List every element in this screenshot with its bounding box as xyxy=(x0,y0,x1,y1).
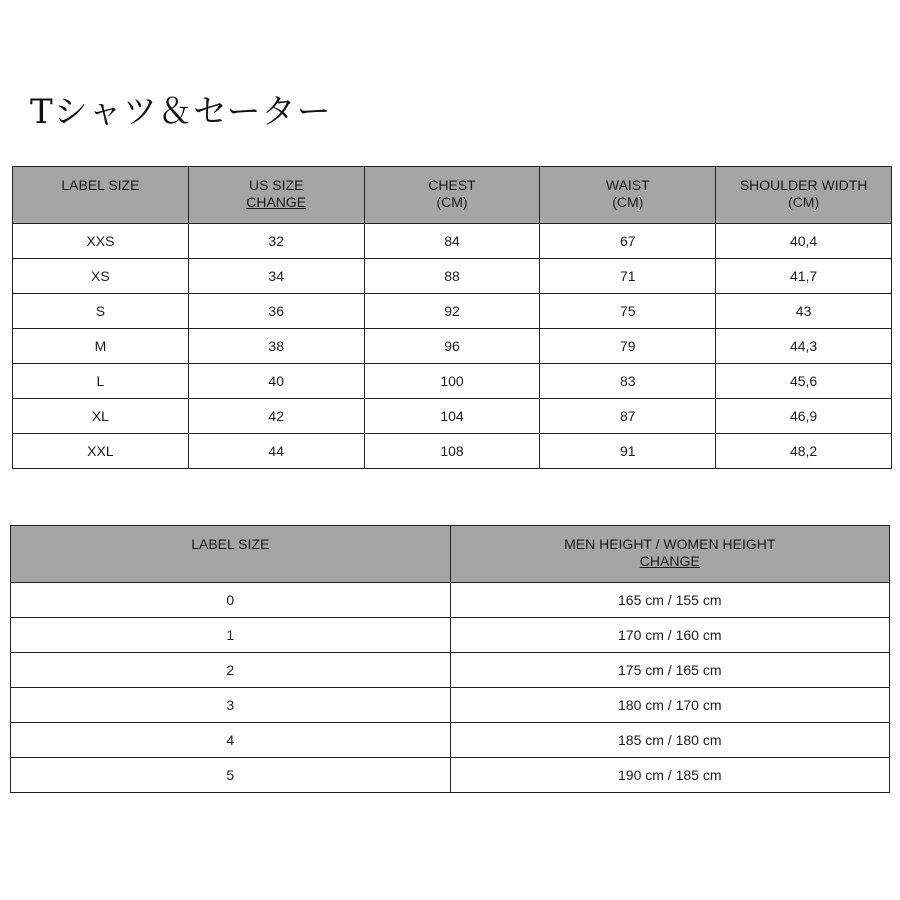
table-cell: 67 xyxy=(540,224,716,259)
table-row xyxy=(11,758,890,793)
table-body xyxy=(11,583,890,793)
table-cell: 84 xyxy=(364,224,540,259)
table-cell: 104 xyxy=(364,399,540,434)
table-row xyxy=(11,653,890,688)
table-cell: 0 xyxy=(11,583,451,618)
header-unit: (CM) xyxy=(436,194,468,210)
table-row xyxy=(11,688,890,723)
table-cell: XXS xyxy=(13,224,189,259)
table-row xyxy=(13,434,892,469)
table-cell: 185 cm / 180 cm xyxy=(450,723,890,758)
header-text: LABEL SIZE xyxy=(191,536,270,552)
table-cell: XL xyxy=(13,399,189,434)
header-text: WAIST xyxy=(605,177,650,193)
table-row xyxy=(11,583,890,618)
table-row xyxy=(13,364,892,399)
table-cell: 79 xyxy=(540,329,716,364)
size-chart-table xyxy=(12,166,892,469)
table-cell: 5 xyxy=(11,758,451,793)
table-cell: 1 xyxy=(11,618,451,653)
table-cell: 41,7 xyxy=(716,259,892,294)
table-cell: 92 xyxy=(364,294,540,329)
table-cell: 180 cm / 170 cm xyxy=(450,688,890,723)
header-label-size xyxy=(13,167,189,224)
table-row xyxy=(13,399,892,434)
header-text: MEN HEIGHT / WOMEN HEIGHT xyxy=(564,536,776,552)
table-cell: 91 xyxy=(540,434,716,469)
header-height xyxy=(450,526,890,583)
header-unit: (CM) xyxy=(612,194,644,210)
table-row xyxy=(11,723,890,758)
table-cell: M xyxy=(13,329,189,364)
change-link[interactable]: CHANGE xyxy=(246,194,307,210)
change-link[interactable]: CHANGE xyxy=(639,553,700,569)
header-shoulder-width xyxy=(716,167,892,224)
table-cell: 3 xyxy=(11,688,451,723)
table-row xyxy=(13,329,892,364)
table-cell: L xyxy=(13,364,189,399)
table-cell: XS xyxy=(13,259,189,294)
header-chest xyxy=(364,167,540,224)
table-cell: 36 xyxy=(188,294,364,329)
table-cell: 38 xyxy=(188,329,364,364)
table-cell: 190 cm / 185 cm xyxy=(450,758,890,793)
height-chart-table xyxy=(10,525,890,793)
header-text: US SIZE xyxy=(248,177,304,193)
table-cell: 165 cm / 155 cm xyxy=(450,583,890,618)
table-cell: 75 xyxy=(540,294,716,329)
table-header-row xyxy=(13,167,892,224)
table-cell: 44,3 xyxy=(716,329,892,364)
page-title: Tシャツ＆セーター xyxy=(30,92,332,132)
table-cell: S xyxy=(13,294,189,329)
table-cell: 2 xyxy=(11,653,451,688)
table-cell: 108 xyxy=(364,434,540,469)
table-cell: 46,9 xyxy=(716,399,892,434)
table-cell: 88 xyxy=(364,259,540,294)
table-cell: XXL xyxy=(13,434,189,469)
table-cell: 4 xyxy=(11,723,451,758)
table-row xyxy=(11,618,890,653)
table-cell: 170 cm / 160 cm xyxy=(450,618,890,653)
table-cell: 175 cm / 165 cm xyxy=(450,653,890,688)
header-us-size xyxy=(188,167,364,224)
table-cell: 44 xyxy=(188,434,364,469)
header-text: SHOULDER WIDTH xyxy=(739,177,868,193)
table-row xyxy=(13,294,892,329)
table-cell: 42 xyxy=(188,399,364,434)
table-cell: 43 xyxy=(716,294,892,329)
header-text: CHEST xyxy=(428,177,476,193)
header-waist xyxy=(540,167,716,224)
header-unit: (CM) xyxy=(788,194,820,210)
header-label-size xyxy=(11,526,451,583)
header-text: LABEL SIZE xyxy=(61,177,140,193)
table-cell: 83 xyxy=(540,364,716,399)
table-body xyxy=(13,224,892,469)
table-cell: 34 xyxy=(188,259,364,294)
table-cell: 71 xyxy=(540,259,716,294)
table-header-row xyxy=(11,526,890,583)
table-cell: 40 xyxy=(188,364,364,399)
table-cell: 96 xyxy=(364,329,540,364)
table-cell: 40,4 xyxy=(716,224,892,259)
table-cell: 87 xyxy=(540,399,716,434)
table-row xyxy=(13,224,892,259)
table-cell: 32 xyxy=(188,224,364,259)
table-cell: 48,2 xyxy=(716,434,892,469)
table-cell: 45,6 xyxy=(716,364,892,399)
table-cell: 100 xyxy=(364,364,540,399)
table-row xyxy=(13,259,892,294)
